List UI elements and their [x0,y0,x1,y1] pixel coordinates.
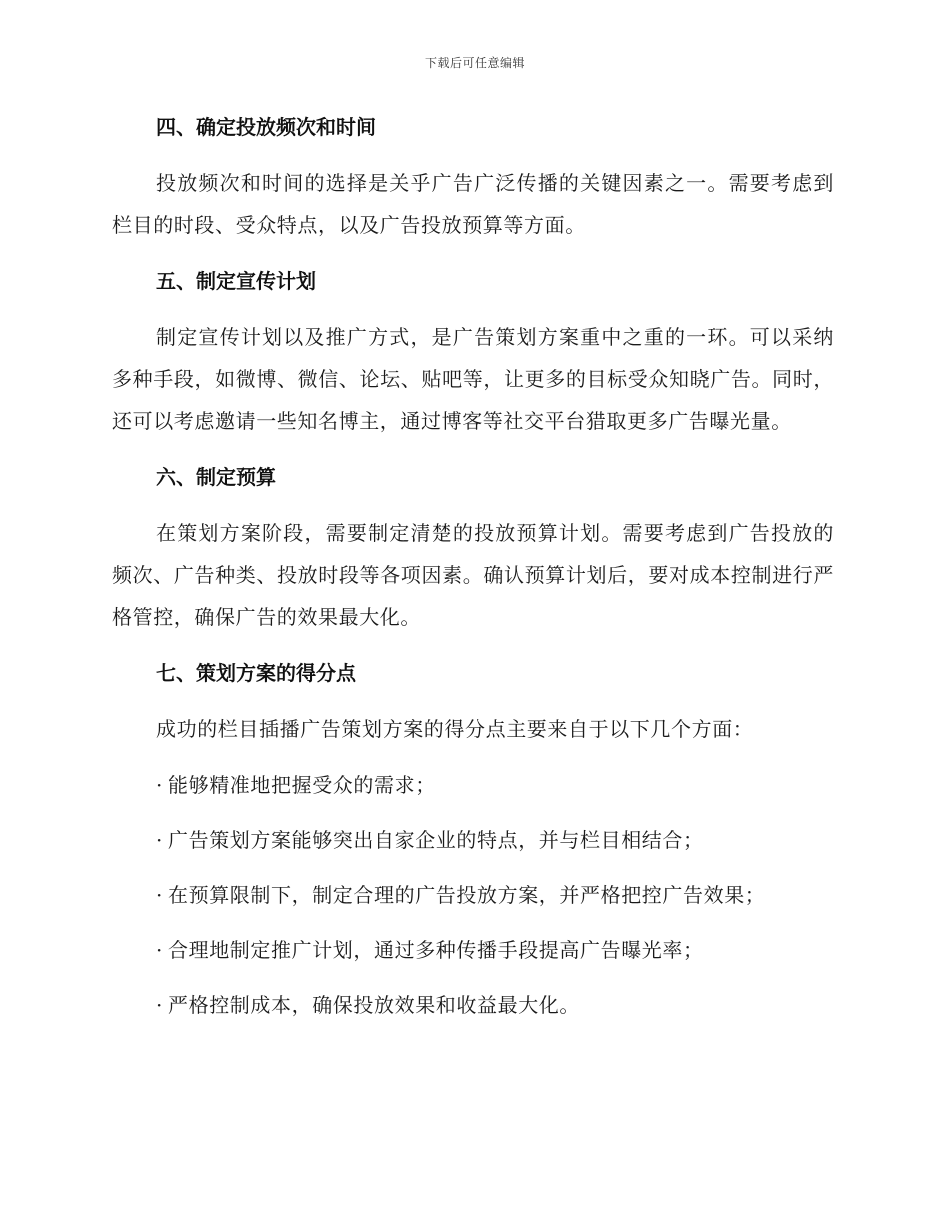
document-body [112,108,834,1039]
section-budget [112,458,834,638]
section-paragraph: 在策划方案阶段，需要制定清楚的投放预算计划。需要考虑到广告投放的频次、广告种类、投放时段等各项因素。确认预算计划后，要对成本控制进行严格管控，确保广告的效果最大化。 [112,521,834,629]
section-promotion-plan [112,262,834,442]
list-item [112,819,834,861]
list-item [112,874,834,916]
page-header-note: 下载后可任意编辑 [424,56,525,70]
bullet-mark: · [156,938,163,962]
scoring-points-list [112,764,834,1026]
section-heading: 六、制定预算 [156,465,276,489]
list-item-text: 合理地制定推广计划，通过多种传播手段提高广告曝光率； [168,938,704,962]
section-frequency-timing [112,108,834,246]
list-item-text: 能够精准地把握受众的需求； [168,773,436,797]
list-item-text: 严格控制成本，确保投放效果和收益最大化。 [168,993,580,1017]
list-item-text: 广告策划方案能够突出自家企业的特点，并与栏目相结合； [168,828,704,852]
section-lead-text: 成功的栏目插播广告策划方案的得分点主要来自于以下几个方面： [156,717,754,741]
bullet-mark: · [156,828,163,852]
section-heading: 七、策划方案的得分点 [156,661,356,685]
bullet-mark: · [156,773,163,797]
list-item [112,984,834,1026]
bullet-mark: · [156,883,163,907]
section-heading: 四、确定投放频次和时间 [156,115,376,139]
section-heading: 五、制定宣传计划 [156,269,316,293]
list-item [112,929,834,971]
section-scoring-points [112,654,834,1026]
section-paragraph: 投放频次和时间的选择是关乎广告广泛传播的关键因素之一。需要考虑到栏目的时段、受众特点，以及广告投放预算等方面。 [112,171,834,237]
section-paragraph: 制定宣传计划以及推广方式，是广告策划方案重中之重的一环。可以采纳多种手段，如微博、微信、论坛、贴吧等，让更多的目标受众知晓广告。同时，还可以考虑邀请一些知名博主，通过博客等社交平台猎取更多广告曝光量。 [112,325,834,433]
bullet-mark: · [156,993,163,1017]
list-item-text: 在预算限制下，制定合理的广告投放方案，并严格把控广告效果； [168,883,766,907]
list-item [112,764,834,806]
